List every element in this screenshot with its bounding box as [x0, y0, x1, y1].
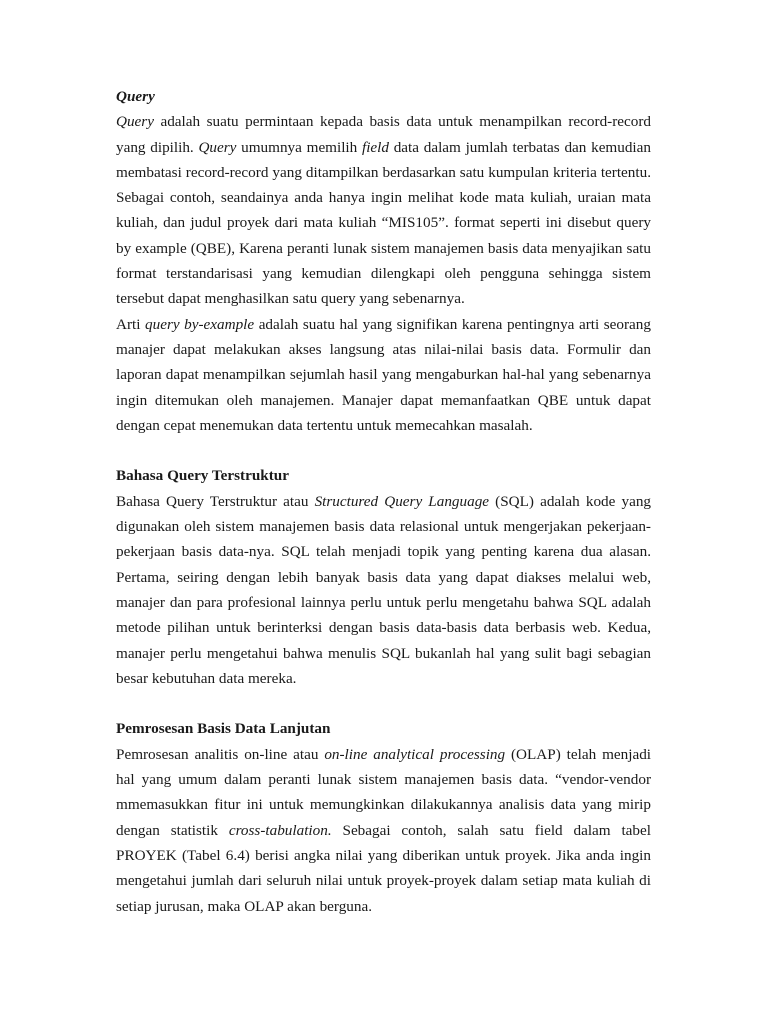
- text-run: adalah suatu permintaan kepada basis data untuk menampilkan record-record yang dipilih.: [116, 113, 651, 156]
- italic-term: query by-example: [145, 315, 255, 333]
- text-run: umumnya memilih: [236, 138, 362, 156]
- text-run: Pemrosesan analitis on-line atau: [116, 745, 325, 763]
- italic-term: Structured Query Language: [314, 492, 490, 510]
- text-run: Sebagai contoh, salah satu field dalam tabel PROYEK (Tabel 6.4) berisi angka nilai yang diberikan untuk proyek. Jika anda ingin mengetahui jumlah dari seluruh nilai untuk proyek-proyek dalam setiap mata kuliah di setiap jurusan, maka OLAP akan berguna.: [116, 821, 651, 915]
- section-pemrosesan-basis-data-lanjutan: [116, 716, 651, 918]
- section-heading: Pemrosesan Basis Data Lanjutan: [116, 720, 331, 738]
- paragraph: [116, 109, 651, 311]
- italic-term: Query: [198, 138, 237, 156]
- paragraph: [116, 489, 651, 691]
- text-run: Arti: [116, 315, 146, 333]
- section-heading: Bahasa Query Terstruktur: [116, 467, 289, 485]
- italic-term: Query: [116, 113, 154, 131]
- section-heading: Query: [116, 88, 155, 105]
- italic-term: on-line analytical processing: [324, 745, 506, 763]
- text-run: adalah suatu hal yang signifikan karena pentingnya arti seorang manajer dapat melakukan akses langsung atas nilai-nilai basis data. Formulir dan laporan dapat menampilkan sejumlah hasil yang mengaburkan hal-hal yang sebenarnya ingin ditemukan oleh manajemen. Manajer dapat memanfaatkan QBE untuk dapat dengan cepat menemukan data tertentu untuk memecahkan masalah.: [116, 315, 651, 434]
- section-query: [116, 84, 651, 438]
- paragraph: [116, 312, 651, 438]
- text-run: (OLAP) telah menjadi hal yang umum dalam peranti lunak sistem manajemen basis data. “vendor-vendor mmemasukkan fitur ini untuk memungkinkan dilakukannya analisis data yang mirip dengan statistik: [116, 745, 652, 839]
- text-run: data dalam jumlah terbatas dan kemudian membatasi record-record yang ditampilkan berdasarkan satu kumpulan kriteria tertentu. Sebagai contoh, seandainya anda hanya ingin melihat kode mata kuliah, uraian mata kuliah, dan judul proyek dari mata kuliah “MIS105”. format seperti ini disebut query by example (QBE), Karena peranti lunak sistem manajemen basis data menyajikan satu format terstandarisasi yang kemudian dilengkapi oleh pengguna sehingga sistem tersebut dapat menghasilkan satu query yang sebenarnya.: [116, 138, 651, 308]
- italic-term: field: [361, 138, 389, 156]
- text-run: Bahasa Query Terstruktur atau: [116, 492, 315, 510]
- section-bahasa-query-terstruktur: [116, 463, 651, 691]
- paragraph: [116, 742, 651, 919]
- text-run: (SQL) adalah kode yang digunakan oleh sistem manajemen basis data relasional untuk mengerjakan pekerjaan-pekerjaan basis data-nya. SQL telah menjadi topik yang penting karena dua alasan. Pertama, seiring dengan lebih banyak basis data yang dapat diakses melalui web, manajer dan para profesional lainnya perlu untuk perlu mengetahu bahwa SQL adalah metode pilihan untuk berinterksi dengan basis data-basis data berbasis web. Kedua, manajer perlu mengetahui bahwa menulis SQL bukanlah hal yang sulit bagi sebagian besar kebutuhan data mereka.: [116, 492, 652, 687]
- italic-term: cross-tabulation.: [228, 821, 332, 839]
- document-page: [116, 84, 651, 919]
